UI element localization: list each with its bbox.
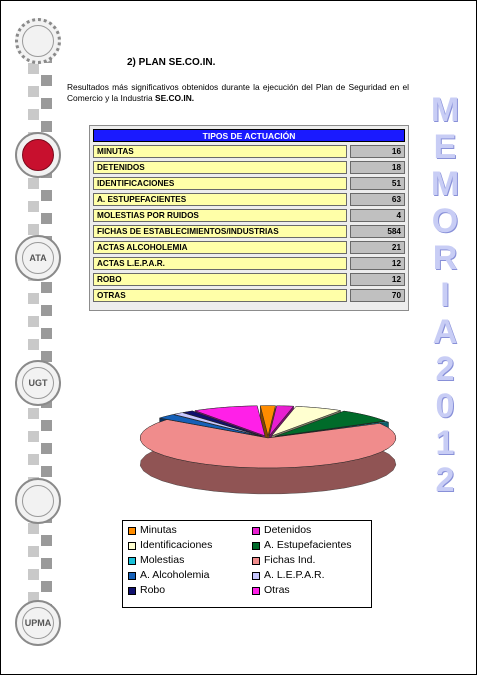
legend-item xyxy=(128,539,252,552)
row-label: OTRAS xyxy=(93,289,347,302)
legend-item xyxy=(252,539,372,552)
row-label: ACTAS ALCOHOLEMIA xyxy=(93,241,347,254)
strip-cell xyxy=(28,316,39,327)
strip-cell xyxy=(28,546,39,557)
memoria-letter: E xyxy=(433,128,457,166)
table-row xyxy=(93,241,405,254)
row-label: ROBO xyxy=(93,273,347,286)
legend-label: A. Estupefacientes xyxy=(264,539,352,551)
memoria-letter: R xyxy=(432,239,458,277)
memoria-banner xyxy=(425,92,465,499)
memoria-letter: 2 xyxy=(435,350,455,388)
legend-swatch xyxy=(128,557,136,565)
row-label: MINUTAS xyxy=(93,145,347,158)
strip-cell xyxy=(41,328,52,339)
strip-cell xyxy=(41,420,52,431)
strip-cell xyxy=(28,339,39,350)
table-row xyxy=(93,273,405,286)
strip-cell xyxy=(41,98,52,109)
legend-swatch xyxy=(252,572,260,580)
legend-label: A. L.E.P.A.R. xyxy=(264,569,325,581)
strip-cell xyxy=(28,293,39,304)
strip-cell xyxy=(28,109,39,120)
intro-plan-name: SE.CO.IN. xyxy=(154,93,195,103)
table-row xyxy=(93,257,405,270)
legend-label: Fichas Ind. xyxy=(264,554,316,566)
strip-cell xyxy=(28,63,39,74)
memoria-letter: M xyxy=(430,91,460,129)
strip-cell xyxy=(28,86,39,97)
intro-text: Resultados más significativos obtenidos durante la ejecución del Plan de Seguridad en el Comercio y la Industria xyxy=(67,82,409,103)
strip-cell xyxy=(41,75,52,86)
crest-emblem-icon xyxy=(15,18,61,64)
row-label: MOLESTIAS POR RUIDOS xyxy=(93,209,347,222)
legend-item xyxy=(128,554,252,567)
row-value: 18 xyxy=(350,161,405,174)
row-value: 51 xyxy=(350,177,405,190)
legend-label: Molestias xyxy=(140,554,185,566)
row-label: IDENTIFICACIONES xyxy=(93,177,347,190)
strip-cell xyxy=(41,121,52,132)
strip-cell xyxy=(28,201,39,212)
strip-cell xyxy=(28,224,39,235)
strip-cell xyxy=(41,282,52,293)
legend-swatch xyxy=(128,542,136,550)
ugt-logo-icon xyxy=(15,360,61,406)
badge-text: UPMA xyxy=(22,607,54,639)
badge-text xyxy=(22,485,54,517)
strip-cell xyxy=(41,581,52,592)
row-label: A. ESTUPEFACIENTES xyxy=(93,193,347,206)
strip-cell xyxy=(28,454,39,465)
strip-cell xyxy=(41,305,52,316)
memoria-letter: I xyxy=(440,276,450,314)
row-label: FICHAS DE ESTABLECIMIENTOS/INDUSTRIAS xyxy=(93,225,347,238)
legend-label: Otras xyxy=(264,584,290,596)
legend-swatch xyxy=(252,587,260,595)
actuaciones-table xyxy=(89,125,409,311)
row-value: 584 xyxy=(350,225,405,238)
legend-label: Identificaciones xyxy=(140,539,213,551)
table-row xyxy=(93,145,405,158)
memoria-letter: A xyxy=(432,313,458,351)
legend-label: A. Alcoholemia xyxy=(140,569,210,581)
legend-swatch xyxy=(128,587,136,595)
memoria-letter: O xyxy=(431,202,459,240)
legend-swatch xyxy=(128,527,136,535)
row-value: 63 xyxy=(350,193,405,206)
police-shield-icon xyxy=(15,132,61,178)
memoria-letter: M xyxy=(430,165,460,203)
badge-text xyxy=(22,139,54,171)
legend-swatch xyxy=(252,527,260,535)
row-value: 12 xyxy=(350,257,405,270)
memoria-letter: 0 xyxy=(435,387,455,425)
strip-cell xyxy=(41,558,52,569)
chart-legend xyxy=(122,520,372,608)
table-row xyxy=(93,161,405,174)
legend-item xyxy=(128,584,252,597)
legend-item xyxy=(128,569,252,582)
pie-chart xyxy=(118,378,418,508)
strip-cell xyxy=(41,535,52,546)
legend-item xyxy=(252,554,372,567)
section-title: 2) PLAN SE.CO.IN. xyxy=(127,57,216,68)
legend-item xyxy=(252,584,372,597)
strip-cell xyxy=(28,569,39,580)
strip-cell xyxy=(28,178,39,189)
table-row xyxy=(93,289,405,302)
strip-cell xyxy=(41,443,52,454)
legend-item xyxy=(252,524,372,537)
legend-label: Robo xyxy=(140,584,166,596)
row-value: 16 xyxy=(350,145,405,158)
table-row xyxy=(93,177,405,190)
row-value: 12 xyxy=(350,273,405,286)
checkered-strip xyxy=(28,40,54,640)
badge-text xyxy=(22,25,54,57)
unit-emblem-icon xyxy=(15,478,61,524)
row-value: 4 xyxy=(350,209,405,222)
strip-cell xyxy=(41,466,52,477)
table-row xyxy=(93,225,405,238)
badge-text: UGT xyxy=(22,367,54,399)
legend-label: Minutas xyxy=(140,524,177,536)
table-heading: TIPOS DE ACTUACIÓN xyxy=(93,129,405,142)
legend-label: Detenidos xyxy=(264,524,312,536)
legend-item xyxy=(128,524,252,537)
memoria-letter: 2 xyxy=(435,461,455,499)
row-label: DETENIDOS xyxy=(93,161,347,174)
table-row xyxy=(93,209,405,222)
row-label: ACTAS L.E.P.A.R. xyxy=(93,257,347,270)
ata-logo-icon xyxy=(15,235,61,281)
memoria-letter: 1 xyxy=(435,424,455,462)
row-value: 70 xyxy=(350,289,405,302)
strip-cell xyxy=(41,190,52,201)
badge-text: ATA xyxy=(22,242,54,274)
table-row xyxy=(93,193,405,206)
strip-cell xyxy=(28,431,39,442)
row-value: 21 xyxy=(350,241,405,254)
intro-paragraph xyxy=(67,82,409,104)
legend-swatch xyxy=(128,572,136,580)
strip-cell xyxy=(41,213,52,224)
strip-cell xyxy=(28,408,39,419)
legend-item xyxy=(252,569,372,582)
legend-swatch xyxy=(252,542,260,550)
legend-swatch xyxy=(252,557,260,565)
upma-logo-icon xyxy=(15,600,61,646)
strip-cell xyxy=(28,523,39,534)
